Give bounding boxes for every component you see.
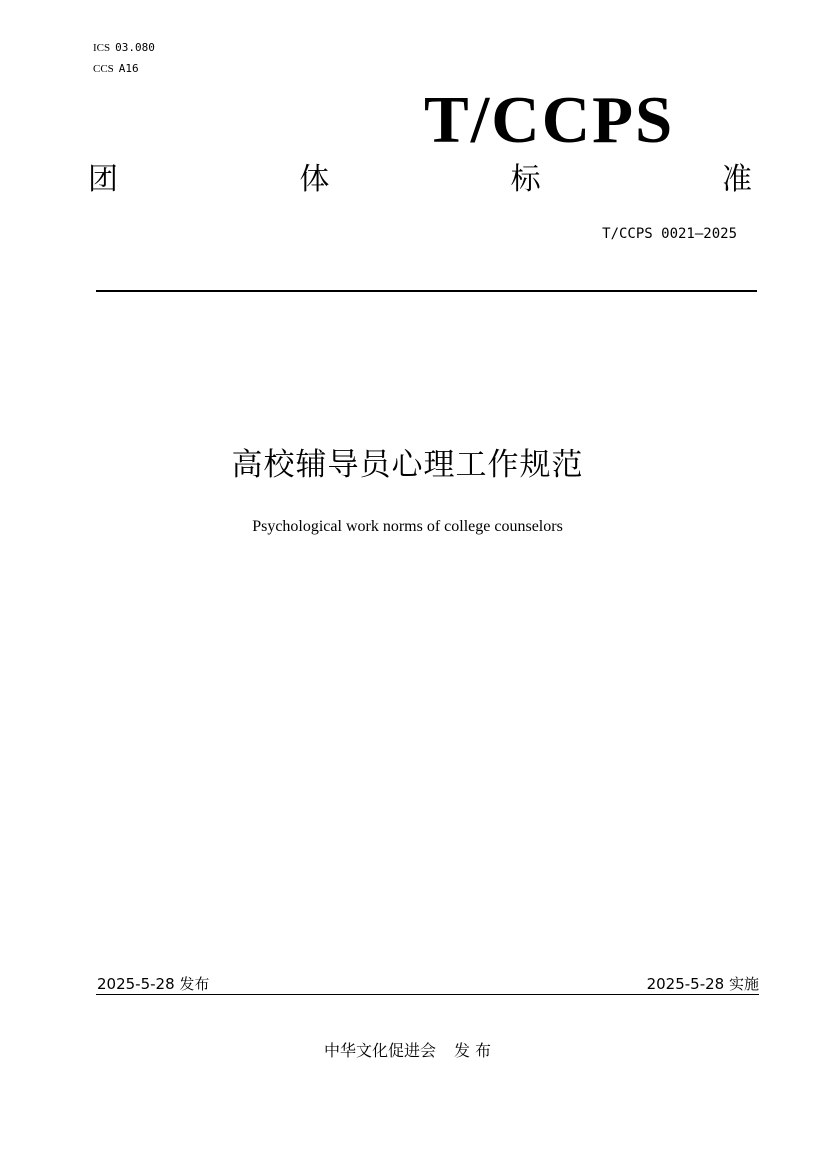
ics-line <box>93 41 155 55</box>
standard-type-char: 准 <box>721 162 752 197</box>
standard-type-char: 团 <box>88 162 118 197</box>
effective-date: 2025-5-28 实施 <box>646 975 759 993</box>
header-divider <box>96 290 757 292</box>
publisher-name: 中华文化促进会 <box>323 1041 436 1060</box>
ccs-label: CCS <box>93 63 114 75</box>
standard-number: T/CCPS 0021—2025 <box>602 226 737 242</box>
release-date: 2025-5-28 发布 <box>97 975 210 993</box>
brand-logo-text: T/CCPS <box>424 83 675 157</box>
ics-value: 03.080 <box>115 41 155 54</box>
standard-type-char: 标 <box>510 162 541 197</box>
publisher <box>0 1038 815 1061</box>
footer-divider <box>96 994 759 995</box>
ics-label: ICS <box>93 42 111 54</box>
document-title-cn: 高校辅导员心理工作规范 <box>231 447 584 483</box>
publisher-action: 发 布 <box>453 1041 492 1060</box>
ccs-value: A16 <box>118 62 139 75</box>
standard-type-char: 体 <box>299 162 330 197</box>
standard-type <box>88 160 752 200</box>
ccs-line <box>93 62 139 76</box>
document-title-en: Psychological work norms of college counselors <box>252 518 563 535</box>
